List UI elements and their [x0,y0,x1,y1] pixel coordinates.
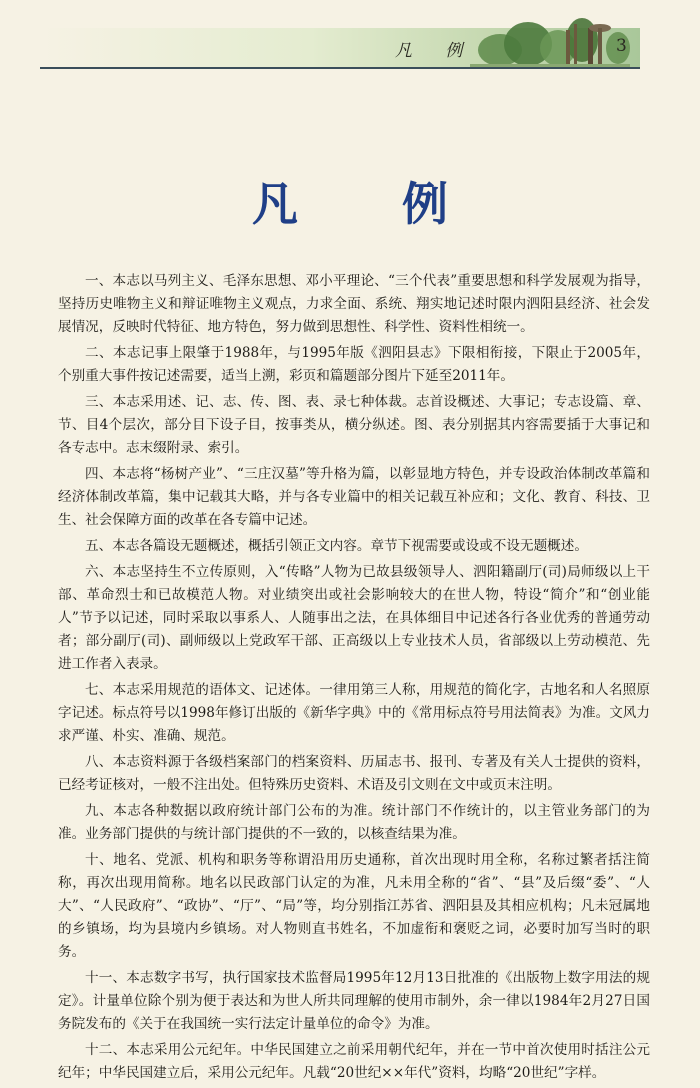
page-title: 凡 例 [251,177,492,231]
paragraph-4: 四、本志将“杨树产业”、“三庄汉墓”等升格为篇，以彰显地方特色，并专设政治体制改革篇和经济体制改革篇，集中记载其大略，并与各专业篇中的相关记载互补应和；文化、教育、科技、卫生、社会保障方面的改革在各专篇中记述。 [58,466,650,528]
page-number: 3 [616,36,627,56]
paragraph-1: 一、本志以马列主义、毛泽东思想、邓小平理论、“三个代表”重要思想和科学发展观为指导，坚持历史唯物主义和辩证唯物主义观点，力求全面、系统、翔实地记述时限内泗阳县经济、社会发展情况，反映时代特征、地方特色，努力做到思想性、科学性、资料性相统一。 [58,273,650,335]
tree-landscape-icon [470,10,630,68]
paragraph-10: 十、地名、党派、机构和职务等称谓沿用历史通称，首次出现时用全称，名称过繁者括注简称，再次出现用简称。地名以民政部门认定的为准，凡未用全称的“省”、“县”及后缀“委”、“人大”、“人民政府”、“政协”、“厅”、“局”等，均分别指江苏省、泗阳县及其相应机构；凡未冠属地的乡镇场，均为县境内乡镇场。对人物则直书姓名，不加虚衔和褒贬之词，必要时加写当时的职务。 [58,852,650,960]
paragraph-9: 九、本志各种数据以政府统计部门公布的为准。统计部门不作统计的，以主管业务部门的为准。业务部门提供的与统计部门提供的不一致的，以核查结果为准。 [58,803,650,842]
paragraph-7: 七、本志采用规范的语体文、记述体。一律用第三人称，用规范的简化字，古地名和人名照原字记述。标点符号以1998年修订出版的《新华字典》中的《常用标点符号用法简表》为准。文风力求严谨、朴实、准确、规范。 [58,682,650,744]
header-section-title: 凡 例 [395,41,477,61]
paragraph-2: 二、本志记事上限肇于1988年，与1995年版《泗阳县志》下限相衔接，下限止于2005年，个别重大事件按记述需要，适当上溯，彩页和篇题部分图片下延至2011年。 [58,345,650,384]
paragraph-11: 十一、本志数字书写，执行国家技术监督局1995年12月13日批准的《出版物上数字用法的规定》。计量单位除个别为便于表达和为世人所共同理解的使用市制外，余一律以1984年2月27日国务院发布的《关于在我国统一实行法定计量单位的命令》为准。 [58,970,650,1032]
paragraph-6: 六、本志坚持生不立传原则，入“传略”人物为已故县级领导人、泗阳籍副厅(司)局师级以上干部、革命烈士和已故模范人物。对业绩突出或社会影响较大的在世人物，特设“简介”和“创业能人”节予以记述，同时采取以事系人、人随事出之法，在具体细目中记述各行各业优秀的普通劳动者；部分副厅(司)、副师级以上党政军干部、正高级以上专业技术人员，省部级以上劳动模范、先进工作者入表录。 [58,564,650,672]
header-rule [40,67,640,69]
paragraph-3: 三、本志采用述、记、志、传、图、表、录七种体裁。志首设概述、大事记；专志设篇、章、节、目4个层次，部分目下设子目，按事类从，横分纵述。图、表分别据其内容需要插于大事记和各专志中。志末缀附录、索引。 [58,394,650,456]
body-text [58,270,650,1088]
paragraph-12: 十二、本志采用公元纪年。中华民国建立之前采用朝代纪年，并在一节中首次使用时括注公元纪年；中华民国建立后，采用公元纪年。凡载“20世纪××年代”资料，均略“20世纪”字样。 [58,1042,650,1081]
paragraph-8: 八、本志资料源于各级档案部门的档案资料、历届志书、报刊、专著及有关人士提供的资料，已经考证核对，一般不注出处。但特殊历史资料、术语及引文则在文中或页末注明。 [58,754,650,793]
running-header [0,0,700,70]
paragraph-5: 五、本志各篇设无题概述，概括引领正文内容。章节下视需要或设或不设无题概述。 [85,538,588,554]
